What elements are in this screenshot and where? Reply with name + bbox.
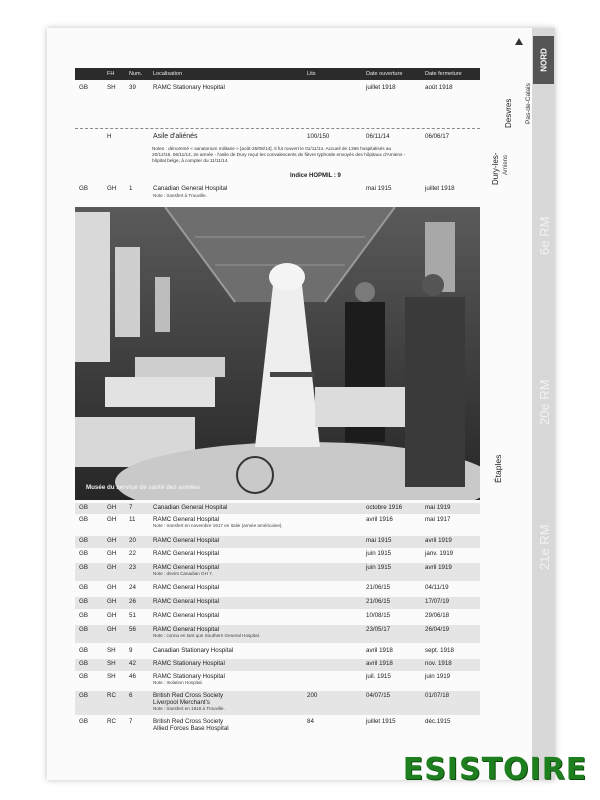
row-fh: GH [107,504,117,511]
row-open: juil. 1915 [366,673,391,680]
row-num: 42 [129,660,136,667]
row-open: 21/06/15 [366,584,391,591]
row-num: 23 [129,564,136,571]
table-row [75,503,480,514]
table-row-asile [75,133,480,145]
table-row [75,515,480,534]
row-localisation: RAMC General Hospital [153,598,220,605]
table-row [75,536,480,548]
nord-tab [533,36,554,84]
table-row [75,625,480,643]
row-fh: GH [107,626,117,633]
row-close: 06/06/17 [425,133,450,140]
row-fh: SH [107,660,116,667]
row-num: 1 [129,185,133,192]
row-localisation: British Red Cross Society [153,718,224,725]
table-row [75,563,480,581]
row-open: mai 1915 [366,537,392,544]
row-country: GB [79,692,88,699]
row-open: 04/07/15 [366,692,391,699]
table-header [75,68,480,80]
row-open: 06/11/14 [366,133,390,140]
row-num: 11 [129,516,136,523]
table-row [75,672,480,690]
row-fh: RC [107,718,116,725]
row-num: 7 [129,504,133,511]
row-open: 10/08/15 [366,612,391,619]
row-country: GB [79,647,88,654]
row-localisation-line2: Allied Forces Base Hospital [153,725,229,732]
row-localisation: RAMC General Hospital [153,584,220,591]
table-row [75,659,480,671]
row-localisation: RAMC Stationary Hospital [153,660,225,667]
row-fh: GH [107,185,117,192]
desvres-label: Desvres [504,98,513,128]
row-fh: SH [107,647,116,654]
hospital-ward-photo [75,207,480,500]
row-localisation: Canadian General Hospital [153,504,228,511]
row-localisation: RAMC General Hospital [153,564,220,571]
row-country: GB [79,718,88,725]
row-note: Note : transfert en 1918 à Trouville. [153,706,225,711]
row-close: janv. 1919 [425,550,454,557]
row-open: 21/06/15 [366,598,391,605]
row-localisation: RAMC General Hospital [153,626,220,633]
table-row [75,611,480,623]
row-fh: RC [107,692,116,699]
row-open: juin 1915 [366,550,392,557]
row-localisation: Asile d'aliénés [153,133,198,140]
header-date-ouverture: Date ouverture [366,71,403,77]
row-note: Note : Isolation Hospital. [153,680,203,685]
row-note: Note : transfert à Trouville. [153,193,207,198]
row-country: GB [79,598,88,605]
row-lits: 200 [307,692,318,699]
row-num: 6 [129,692,133,699]
row-open: juillet 1915 [366,718,396,725]
note-line: 20/12/16. 06/11/14, 2e armée - l'asile de Dury reçut les convalescents de fièvre typhoïde envoyés des hôpitaux d'Amiens - [152,152,406,157]
table-row [75,583,480,595]
row-fh: GH [107,537,117,544]
row-country: GB [79,673,88,680]
table-row [75,646,480,658]
row-open: 23/05/17 [366,626,391,633]
row-localisation-line2: Liverpool Merchant's [153,699,210,706]
row-open: avril 1916 [366,516,393,523]
row-close: mai 1919 [425,504,451,511]
row-country: GB [79,584,88,591]
row-country: GB [79,504,88,511]
row-num: 20 [129,537,136,544]
row-num: 51 [129,612,136,619]
rm-6-label: 6e RM [537,216,552,255]
table-row [75,185,480,205]
pas-de-calais-label: Pas-de-Calais [525,83,532,124]
table-row [75,84,480,96]
row-open: avril 1918 [366,647,393,654]
row-localisation: RAMC Stationary Hospital [153,673,225,680]
row-country: GB [79,612,88,619]
triangle-up-icon [515,38,523,45]
row-close: sept. 1918 [425,647,454,654]
row-localisation: RAMC General Hospital [153,516,220,523]
row-num: 9 [129,647,133,654]
row-localisation: RAMC General Hospital [153,537,220,544]
row-close: 17/07/19 [425,598,450,605]
nord-label: NORD [539,48,548,72]
photo-caption: Musée du service de santé des armées [86,484,201,491]
row-num: 26 [129,598,136,605]
row-fh: GH [107,598,117,605]
row-country: GB [79,537,88,544]
row-lits: 84 [307,718,314,725]
row-fh: GH [107,564,117,571]
row-fh: GH [107,584,117,591]
note-line: hôpital belge, à compter du 11/11/14. [152,158,229,163]
row-close: 04/11/19 [425,584,449,591]
row-num: 56 [129,626,136,633]
note-line: Notes : dénommé « sanatorium militaire » [août-25/08/14]. Il fut rouvert le 01/11/14. Accueil de 1366 hospitalisés au [152,146,392,151]
row-num: 46 [129,673,136,680]
rm-20-label: 20e RM [537,379,552,425]
row-country: GB [79,185,88,192]
rm-21-label: 21e RM [537,524,552,570]
indice-hopmil: Indice HOPMIL : 9 [290,173,341,179]
row-close: mai 1917 [425,516,451,523]
row-country: GB [79,564,88,571]
row-close: nov. 1918 [425,660,452,667]
table-row [75,549,480,561]
section-divider [75,128,480,130]
row-localisation: British Red Cross Society [153,692,224,699]
row-fh: SH [107,84,116,91]
row-localisation: RAMC Stationary Hospital [153,84,225,91]
table-row [75,717,480,739]
row-country: GB [79,660,88,667]
table-row [75,691,480,715]
asile-notes [152,146,474,164]
header-fh: FH [107,71,115,77]
row-country: GB [79,550,88,557]
row-fh: GH [107,612,117,619]
row-num: 39 [129,84,136,91]
row-localisation: Canadian Stationary Hospital [153,647,234,654]
header-date-fermeture: Date fermeture [425,71,462,77]
header-localisation: Localisation [153,71,183,77]
logo-text: ESISTOIRE [402,752,588,787]
row-open: mai 1915 [366,185,392,192]
esistoire-logo [398,748,592,792]
row-close: avril 1919 [425,537,452,544]
row-country: GB [79,516,88,523]
row-num: 7 [129,718,133,725]
row-fh: H [107,133,112,140]
row-close: 26/04/19 [425,626,450,633]
header-lits: Lits [307,71,316,77]
amiens-label: Amiens [503,154,509,175]
table-row [75,597,480,609]
row-localisation: Canadian General Hospital [153,185,228,192]
row-close: 01/07/18 [425,692,450,699]
row-note: Note : devint Canadian GH 7. [153,571,214,576]
row-open: juin 1915 [366,564,392,571]
row-close: août 1918 [425,84,453,91]
row-close: juin 1919 [425,673,451,680]
row-localisation: RAMC General Hospital [153,612,220,619]
row-country: GB [79,84,88,91]
row-close: avril 1919 [425,564,452,571]
row-num: 24 [129,584,136,591]
ward-photo-illustration [75,207,480,500]
row-localisation: RAMC General Hospital [153,550,220,557]
etaples-label: Étaples [493,454,503,483]
row-close: juillet 1918 [425,185,455,192]
row-close: déc.1915 [425,718,451,725]
row-fh: SH [107,673,116,680]
row-fh: GH [107,550,117,557]
row-open: avril 1918 [366,660,393,667]
row-open: octobre 1916 [366,504,403,511]
dury-label: Dury-les- [491,152,500,185]
row-num: 22 [129,550,136,557]
row-country: GB [79,626,88,633]
row-open: juillet 1918 [366,84,396,91]
header-num: Num. [129,71,143,77]
row-close: 29/06/18 [425,612,450,619]
row-lits: 100/150 [307,133,330,140]
row-fh: GH [107,516,117,523]
row-note: Note : transfert en novembre 1917 en Italie (armée américaine). [153,523,283,528]
row-note: Note : connu en tant que Southern General Hospital. [153,633,261,638]
